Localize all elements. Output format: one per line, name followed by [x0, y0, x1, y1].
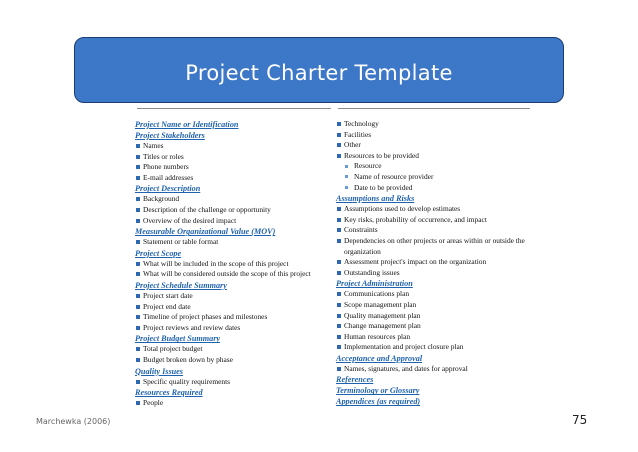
bullet-item — [135, 398, 331, 409]
item-text: Specific quality requirements — [143, 376, 231, 386]
item-text: Date to be provided — [354, 182, 413, 192]
item-text: Project start date — [143, 290, 193, 300]
section-heading — [336, 278, 530, 289]
bullet-item — [336, 364, 530, 375]
right-item-list — [336, 119, 530, 407]
slide-title-box — [74, 37, 564, 103]
item-text: Quality Issues — [135, 366, 183, 376]
bullet-item — [135, 237, 331, 248]
item-text: Project Scope — [135, 248, 182, 258]
item-text: Change management plan — [344, 321, 421, 331]
item-text: Facilities — [344, 129, 372, 139]
bullet-item — [336, 204, 530, 215]
bullet-item — [135, 344, 331, 355]
section-heading — [135, 183, 331, 194]
item-text: Acceptance and Approval — [336, 353, 423, 363]
bullet-item — [336, 268, 530, 279]
bullet-item — [336, 257, 530, 268]
item-text: People — [143, 398, 164, 408]
bullet-item — [135, 194, 331, 205]
section-heading — [135, 130, 331, 141]
bullet-item — [135, 323, 331, 334]
column-top-rule — [137, 108, 331, 119]
section-heading — [135, 226, 331, 237]
item-text: Statement or table format — [143, 237, 219, 247]
bullet-item — [135, 302, 331, 313]
item-text: Resource — [354, 161, 382, 171]
item-text: Technology — [344, 119, 379, 128]
section-heading — [135, 366, 331, 377]
section-heading — [135, 280, 331, 291]
bullet-item — [135, 205, 331, 216]
item-text: Project Budget Summary — [135, 334, 221, 344]
bullet-item — [336, 236, 530, 257]
citation: Marchewka (2006) — [36, 417, 111, 426]
item-text: Project Schedule Summary — [135, 280, 227, 290]
item-text: Timeline of project phases and milestones — [143, 312, 268, 322]
item-text: Assumptions used to develop estimates — [344, 204, 461, 214]
sub-bullet-item — [336, 172, 530, 183]
bullet-item — [135, 141, 331, 152]
bullet-item — [336, 342, 530, 353]
item-text: References — [336, 375, 374, 385]
bullet-item — [135, 269, 331, 280]
item-text: Assessment project's impact on the organization — [344, 257, 487, 267]
item-text: Names, signatures, and dates for approval — [344, 363, 468, 373]
section-heading — [336, 353, 530, 364]
bullet-item — [336, 321, 530, 332]
section-heading — [336, 385, 530, 396]
item-text: Project Name or Identification — [135, 120, 239, 129]
item-text: Project Stakeholders — [135, 131, 205, 140]
item-text: Resources to be provided — [344, 150, 419, 160]
bullet-item — [135, 259, 331, 270]
item-text: Total project budget — [143, 344, 203, 354]
section-heading — [336, 193, 530, 204]
section-heading — [135, 387, 331, 398]
item-text: Outstanding issues — [344, 267, 400, 277]
sub-bullet-item — [336, 161, 530, 172]
bullet-item — [135, 173, 331, 184]
bullet-item — [336, 300, 530, 311]
page-number: 75 — [572, 413, 588, 427]
item-text: Resources Required — [135, 388, 203, 398]
bullet-item — [336, 119, 530, 130]
item-text: Terminology or Glossary — [336, 386, 420, 396]
template-column-right — [336, 108, 530, 407]
item-text: Project Administration — [336, 279, 413, 289]
item-text: Project reviews and review dates — [143, 322, 241, 332]
section-heading — [135, 119, 331, 130]
item-text: E-mail addresses — [143, 172, 194, 182]
bullet-item — [336, 225, 530, 236]
bullet-item — [336, 130, 530, 141]
item-text: Constraints — [344, 225, 378, 235]
item-text: Implementation and project closure plan — [344, 342, 464, 352]
bullet-item — [135, 162, 331, 173]
section-heading — [135, 333, 331, 344]
bullet-item — [336, 151, 530, 162]
item-text: Assumptions and Risks — [336, 194, 415, 204]
item-text: Phone numbers — [143, 162, 189, 172]
item-text: What will be included in the scope of this project — [143, 258, 289, 268]
bullet-item — [336, 215, 530, 226]
item-text: Name of resource provider — [354, 171, 434, 181]
item-text: Key risks, probability of occurrence, and impact — [344, 214, 487, 224]
left-item-list — [135, 119, 331, 409]
bullet-item — [135, 291, 331, 302]
item-text: Overview of the desired impact — [143, 215, 237, 225]
item-text: Quality management plan — [344, 310, 421, 320]
item-text: What will be considered outside the scope of this project — [143, 269, 311, 279]
bullet-item — [135, 355, 331, 366]
bullet-item — [336, 289, 530, 300]
item-text: Background — [143, 194, 180, 204]
slide-title: Project Charter Template — [185, 61, 453, 85]
bullet-item — [336, 332, 530, 343]
bullet-item — [135, 312, 331, 323]
item-text: Titles or roles — [143, 151, 184, 161]
bullet-item — [336, 311, 530, 322]
section-heading — [336, 396, 530, 407]
column-top-rule — [338, 108, 530, 119]
template-column-left — [135, 108, 331, 409]
item-text: Human resources plan — [344, 331, 411, 341]
sub-bullet-item — [336, 183, 530, 194]
item-text: Project end date — [143, 301, 191, 311]
bullet-item — [135, 216, 331, 227]
item-text: Names — [143, 141, 164, 150]
bullet-item — [135, 152, 331, 163]
item-text: Other — [344, 140, 361, 150]
item-text: Scope management plan — [344, 299, 417, 309]
item-text: Measurable Organizational Value (MOV) — [135, 227, 276, 237]
section-heading — [336, 374, 530, 385]
item-text: Communications plan — [344, 289, 410, 299]
item-text: Appendices (as required) — [336, 397, 421, 407]
item-text: Description of the challenge or opportunity — [143, 204, 271, 214]
item-text: Dependencies on other projects or areas within or outside the organization — [344, 235, 525, 256]
section-heading — [135, 248, 331, 259]
bullet-item — [135, 377, 331, 388]
item-text: Budget broken down by phase — [143, 354, 233, 364]
item-text: Project Description — [135, 184, 201, 194]
bullet-item — [336, 140, 530, 151]
